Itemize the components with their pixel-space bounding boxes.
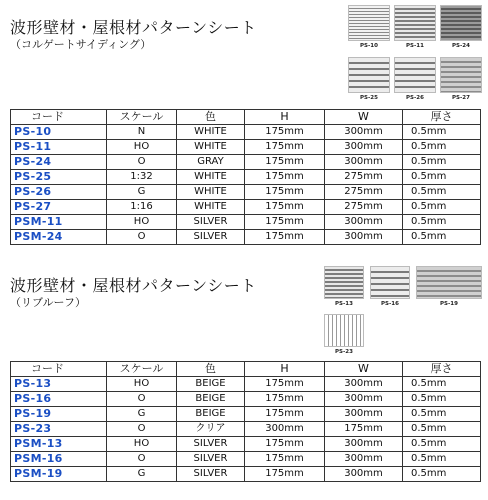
pattern-swatch-image [416, 266, 482, 299]
cell-scale: O [107, 452, 177, 467]
cell-height: 175mm [245, 407, 325, 422]
cell-width: 300mm [325, 155, 403, 170]
cell-width: 300mm [325, 437, 403, 452]
sample-label: PS-13 [335, 301, 353, 307]
cell-code: PSM-11 [11, 215, 107, 230]
cell-scale: HO [107, 377, 177, 392]
column-header-width: W [325, 110, 403, 125]
spec-table-rib-roof [10, 361, 481, 482]
cell-color: BEIGE [177, 377, 245, 392]
column-header-scale: スケール [107, 362, 177, 377]
table-row [11, 125, 481, 140]
cell-color: SILVER [177, 452, 245, 467]
pattern-swatch-image [394, 57, 436, 93]
section-title: 波形壁材・屋根材パターンシート [10, 18, 257, 37]
cell-width: 275mm [325, 170, 403, 185]
cell-thickness: 0.5mm [403, 200, 481, 215]
cell-color: WHITE [177, 200, 245, 215]
sample-ps-16 [370, 266, 410, 310]
column-header-thickness: 厚さ [403, 110, 481, 125]
cell-color: WHITE [177, 185, 245, 200]
cell-color: SILVER [177, 437, 245, 452]
sample-label: PS-10 [360, 43, 378, 49]
cell-scale: O [107, 422, 177, 437]
column-header-scale: スケール [107, 110, 177, 125]
section-title: 波形壁材・屋根材パターンシート [10, 276, 257, 295]
sample-label: PS-27 [452, 95, 470, 101]
cell-thickness: 0.5mm [403, 407, 481, 422]
cell-height: 175mm [245, 140, 325, 155]
cell-scale: HO [107, 437, 177, 452]
cell-width: 300mm [325, 467, 403, 482]
cell-color: SILVER [177, 467, 245, 482]
pattern-swatch-image [324, 266, 364, 299]
pattern-swatch-image [440, 57, 482, 93]
sample-label: PS-19 [440, 301, 458, 307]
pattern-swatch-image [440, 5, 482, 41]
cell-code: PS-24 [11, 155, 107, 170]
sample-label: PS-25 [360, 95, 378, 101]
cell-scale: O [107, 155, 177, 170]
cell-color: WHITE [177, 125, 245, 140]
cell-code: PS-11 [11, 140, 107, 155]
sample-label: PS-16 [381, 301, 399, 307]
cell-width: 300mm [325, 125, 403, 140]
cell-color: WHITE [177, 170, 245, 185]
table-header-row [11, 110, 481, 125]
cell-thickness: 0.5mm [403, 185, 481, 200]
table-row [11, 170, 481, 185]
cell-thickness: 0.5mm [403, 215, 481, 230]
cell-color: WHITE [177, 140, 245, 155]
table-row [11, 230, 481, 245]
cell-code: PS-27 [11, 200, 107, 215]
cell-thickness: 0.5mm [403, 140, 481, 155]
cell-color: SILVER [177, 230, 245, 245]
cell-height: 175mm [245, 230, 325, 245]
cell-scale: G [107, 467, 177, 482]
cell-thickness: 0.5mm [403, 452, 481, 467]
sample-ps-19 [416, 266, 482, 310]
sample-ps-24 [440, 5, 482, 52]
cell-code: PS-16 [11, 392, 107, 407]
cell-width: 175mm [325, 422, 403, 437]
cell-width: 300mm [325, 452, 403, 467]
cell-width: 300mm [325, 140, 403, 155]
table-row [11, 200, 481, 215]
cell-scale: HO [107, 215, 177, 230]
table-row [11, 437, 481, 452]
table-row [11, 467, 481, 482]
sample-ps-10 [348, 5, 390, 52]
cell-thickness: 0.5mm [403, 155, 481, 170]
cell-height: 175mm [245, 170, 325, 185]
cell-scale: O [107, 392, 177, 407]
cell-code: PSM-19 [11, 467, 107, 482]
pattern-swatch-image [324, 314, 364, 347]
sample-ps-23 [324, 314, 364, 358]
pattern-sample-images [348, 5, 482, 105]
table-row [11, 155, 481, 170]
cell-thickness: 0.5mm [403, 170, 481, 185]
cell-width: 300mm [325, 215, 403, 230]
cell-code: PS-26 [11, 185, 107, 200]
spec-table-corrugated [10, 109, 481, 245]
cell-width: 300mm [325, 377, 403, 392]
cell-code: PSM-13 [11, 437, 107, 452]
cell-thickness: 0.5mm [403, 422, 481, 437]
cell-code: PS-23 [11, 422, 107, 437]
sample-ps-13 [324, 266, 364, 310]
cell-code: PS-13 [11, 377, 107, 392]
cell-scale: G [107, 407, 177, 422]
pattern-sample-images [324, 266, 484, 358]
column-header-color: 色 [177, 110, 245, 125]
table-row [11, 407, 481, 422]
table-row [11, 377, 481, 392]
sample-label: PS-11 [406, 43, 424, 49]
cell-scale: O [107, 230, 177, 245]
sample-ps-26 [394, 57, 436, 104]
column-header-code: コード [11, 110, 107, 125]
column-header-width: W [325, 362, 403, 377]
cell-scale: 1:16 [107, 200, 177, 215]
column-header-height: H [245, 110, 325, 125]
cell-thickness: 0.5mm [403, 377, 481, 392]
cell-scale: HO [107, 140, 177, 155]
sample-ps-11 [394, 5, 436, 52]
cell-scale: N [107, 125, 177, 140]
cell-color: BEIGE [177, 407, 245, 422]
sample-ps-25 [348, 57, 390, 104]
cell-height: 175mm [245, 377, 325, 392]
cell-code: PS-25 [11, 170, 107, 185]
cell-width: 300mm [325, 392, 403, 407]
cell-height: 175mm [245, 155, 325, 170]
pattern-swatch-image [394, 5, 436, 41]
cell-thickness: 0.5mm [403, 230, 481, 245]
table-row [11, 215, 481, 230]
table-row [11, 392, 481, 407]
cell-code: PSM-24 [11, 230, 107, 245]
section-subtitle: （リブルーフ） [10, 296, 87, 309]
sample-label: PS-26 [406, 95, 424, 101]
cell-code: PS-19 [11, 407, 107, 422]
pattern-swatch-image [348, 57, 390, 93]
table-row [11, 422, 481, 437]
column-header-height: H [245, 362, 325, 377]
column-header-thickness: 厚さ [403, 362, 481, 377]
cell-height: 175mm [245, 200, 325, 215]
cell-height: 175mm [245, 185, 325, 200]
cell-width: 300mm [325, 407, 403, 422]
cell-height: 300mm [245, 422, 325, 437]
cell-thickness: 0.5mm [403, 392, 481, 407]
cell-color: BEIGE [177, 392, 245, 407]
sample-label: PS-24 [452, 43, 470, 49]
cell-thickness: 0.5mm [403, 467, 481, 482]
sample-label: PS-23 [335, 349, 353, 355]
pattern-swatch-image [348, 5, 390, 41]
cell-width: 275mm [325, 185, 403, 200]
sample-ps-27 [440, 57, 482, 104]
table-row [11, 452, 481, 467]
column-header-code: コード [11, 362, 107, 377]
table-header-row [11, 362, 481, 377]
cell-code: PSM-16 [11, 452, 107, 467]
cell-color: クリア [177, 422, 245, 437]
section-subtitle: （コルゲートサイディング） [10, 38, 152, 51]
cell-width: 300mm [325, 230, 403, 245]
cell-height: 175mm [245, 215, 325, 230]
cell-scale: 1:32 [107, 170, 177, 185]
cell-height: 175mm [245, 392, 325, 407]
table-row [11, 140, 481, 155]
cell-color: SILVER [177, 215, 245, 230]
cell-color: GRAY [177, 155, 245, 170]
cell-height: 175mm [245, 452, 325, 467]
cell-height: 175mm [245, 125, 325, 140]
cell-code: PS-10 [11, 125, 107, 140]
cell-thickness: 0.5mm [403, 437, 481, 452]
table-row [11, 185, 481, 200]
cell-width: 275mm [325, 200, 403, 215]
cell-height: 175mm [245, 437, 325, 452]
pattern-swatch-image [370, 266, 410, 299]
cell-scale: G [107, 185, 177, 200]
column-header-color: 色 [177, 362, 245, 377]
cell-height: 175mm [245, 467, 325, 482]
cell-thickness: 0.5mm [403, 125, 481, 140]
